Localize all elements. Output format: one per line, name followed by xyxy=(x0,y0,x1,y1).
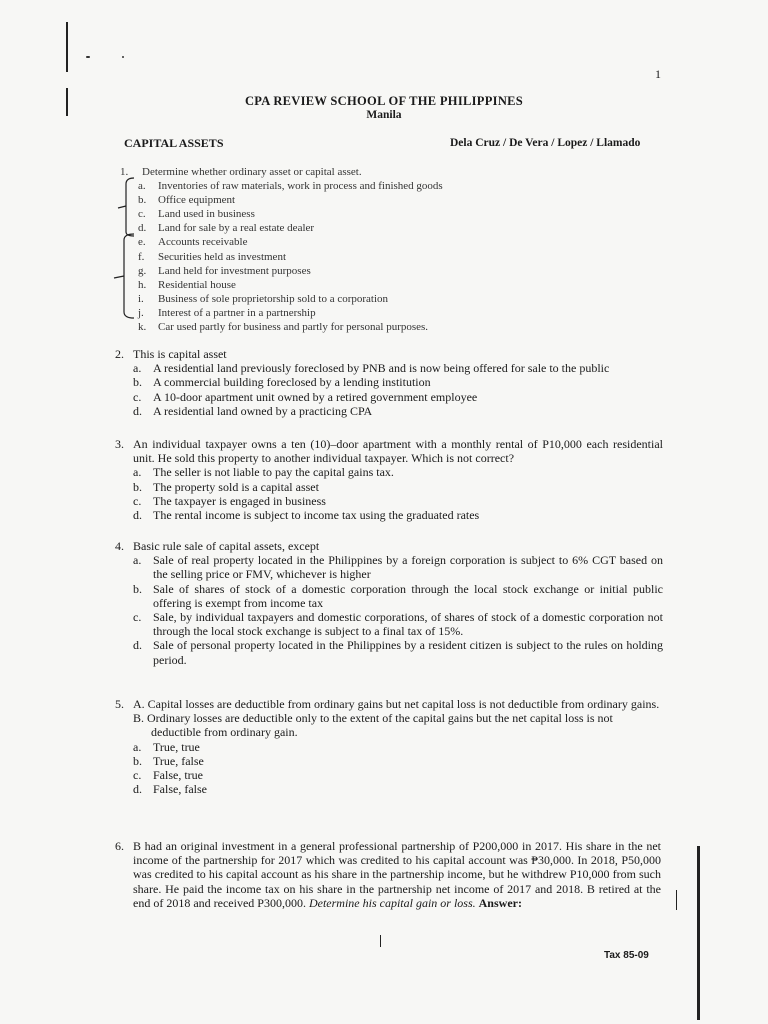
option-text: Inventories of raw materials, work in process and finished goods xyxy=(158,180,443,193)
option-letter: i. xyxy=(138,292,144,305)
option-item xyxy=(138,320,658,334)
option-item xyxy=(138,235,658,249)
question-number: 6. xyxy=(115,839,124,853)
option-text: Sale of shares of stock of a domestic corporation through the local stock exchange or initial public offering is exempt from income tax xyxy=(153,581,663,610)
question-3 xyxy=(115,437,663,523)
question-text: B had an original investment in a general professional partnership of P200,000 in 2017. His share in the net income of the partnership for 2017 which was credited to his capital account was ₱30,000. In 2018, P50,000 was credited to his capital account as his share in the partnership income, but he withdrew P10,000 from such share. He paid the income tax on his share in the partnership net income of 2017 and 2018. B retired at the end of 2018 and received P300,000. xyxy=(133,839,661,910)
option-text: Interest of a partner in a partnership xyxy=(158,306,316,319)
question-6 xyxy=(115,839,661,910)
option-item xyxy=(133,740,663,754)
option-item xyxy=(138,292,658,306)
option-text: Securities held as investment xyxy=(158,250,286,263)
scan-mark xyxy=(66,22,68,72)
option-letter: b. xyxy=(133,753,142,768)
option-letter: c. xyxy=(133,493,142,508)
option-text: The rental income is subject to income tax using the graduated rates xyxy=(153,508,480,523)
question-stem: This is capital asset xyxy=(133,347,227,361)
option-item xyxy=(133,494,663,508)
scan-mark xyxy=(697,846,700,1020)
question-1 xyxy=(120,165,658,334)
option-text: The seller is not liable to pay the capital gains tax. xyxy=(153,465,394,480)
handwritten-bracket-marks xyxy=(112,174,145,330)
scan-speck xyxy=(86,56,90,58)
option-text: The property sold is a capital asset xyxy=(153,479,319,494)
option-letter: a. xyxy=(133,553,142,568)
option-text: A commercial building foreclosed by a lending institution xyxy=(153,375,431,390)
option-item xyxy=(138,207,658,221)
scan-speck xyxy=(122,56,124,58)
statement-a: A. Capital losses are deductible from ordinary gains but net capital loss is not deductible from ordinary gains. xyxy=(133,697,660,711)
option-item xyxy=(133,390,663,404)
option-text: Land for sale by a real estate dealer xyxy=(158,222,315,235)
question-number: 5. xyxy=(115,697,124,711)
option-letter: b. xyxy=(133,375,142,390)
option-item xyxy=(133,508,663,522)
option-letter: d. xyxy=(133,782,142,797)
option-item xyxy=(133,404,663,418)
option-item xyxy=(133,638,663,666)
option-text: Land held for investment purposes xyxy=(158,264,311,277)
question-stem: Basic rule sale of capital assets, except xyxy=(133,539,320,553)
question-instruction: Determine his capital gain or loss. xyxy=(308,895,476,910)
option-letter: a. xyxy=(133,361,142,376)
option-text: Land used in business xyxy=(158,208,255,221)
option-item xyxy=(138,221,658,235)
option-item xyxy=(133,754,663,768)
option-letter: b. xyxy=(133,479,142,494)
option-item xyxy=(133,582,663,610)
option-item xyxy=(138,278,658,292)
option-item xyxy=(138,179,658,193)
authors: Dela Cruz / De Vera / Lopez / Llamado xyxy=(450,137,641,149)
option-letter: b. xyxy=(138,194,147,207)
option-letter: k. xyxy=(138,321,147,334)
question-4 xyxy=(115,539,663,667)
answer-label: Answer: xyxy=(478,895,522,910)
option-letter: d. xyxy=(133,508,142,523)
question-number: 3. xyxy=(115,437,124,451)
school-city: Manila xyxy=(366,109,402,121)
option-item xyxy=(133,782,663,796)
option-text: A residential land owned by a practicing CPA xyxy=(153,403,373,418)
option-letter: d. xyxy=(138,222,147,235)
option-item xyxy=(138,193,658,207)
option-letter: a. xyxy=(133,465,142,480)
option-text: Car used partly for business and partly for personal purposes. xyxy=(158,321,429,334)
statement-b: B. Ordinary losses are deductible only to the extent of the capital gains but the net capital loss is not deductible from ordinary gain. xyxy=(133,711,613,740)
question-number: 1. xyxy=(120,166,129,178)
option-letter: d. xyxy=(133,638,142,653)
option-text: False, false xyxy=(153,782,207,797)
topic-title: CAPITAL ASSETS xyxy=(124,136,224,150)
question-5 xyxy=(115,697,663,797)
page-number: 1 xyxy=(655,67,661,81)
option-letter: b. xyxy=(133,581,142,596)
question-number: 4. xyxy=(115,539,124,553)
option-letter: c. xyxy=(133,768,142,783)
option-letter: h. xyxy=(138,278,147,291)
option-text: True, true xyxy=(153,739,200,754)
option-letter: d. xyxy=(133,403,142,418)
option-text: Sale of personal property located in the Philippines by a resident citizen is subject to the rules on holding period. xyxy=(153,638,663,667)
option-item xyxy=(133,553,663,581)
option-text: Residential house xyxy=(158,278,236,291)
option-item xyxy=(133,768,663,782)
scan-mark xyxy=(676,890,677,910)
option-text: Office equipment xyxy=(158,194,236,207)
option-item xyxy=(133,610,663,638)
option-text: Sale of real property located in the Philippines by a foreign corporation is subject to 6% CGT based on the selling price or FMV, whichever is higher xyxy=(153,553,663,582)
option-item xyxy=(138,306,658,320)
option-text: False, true xyxy=(153,768,203,783)
option-letter: a. xyxy=(138,180,146,193)
option-text: True, false xyxy=(153,753,204,768)
footer-code: Tax 85-09 xyxy=(604,950,649,961)
option-letter: g. xyxy=(138,264,147,277)
option-item xyxy=(133,361,663,375)
option-text: The taxpayer is engaged in business xyxy=(153,493,326,508)
option-letter: f. xyxy=(138,250,145,263)
question-stem: Determine whether ordinary asset or capital asset. xyxy=(142,166,362,178)
option-letter: a. xyxy=(133,739,142,754)
option-letter: e. xyxy=(138,236,146,249)
scan-mark xyxy=(380,935,381,947)
option-letter: c. xyxy=(138,208,146,221)
option-item xyxy=(138,250,658,264)
option-text: A residential land previously foreclosed by PNB and is now being offered for sale to the public xyxy=(153,361,610,376)
option-text: Accounts receivable xyxy=(158,236,248,249)
school-title: CPA REVIEW SCHOOL OF THE PHILIPPINES xyxy=(244,94,524,108)
option-item xyxy=(138,264,658,278)
question-2 xyxy=(115,347,663,418)
option-text: A 10-door apartment unit owned by a retired government employee xyxy=(153,389,478,404)
question-stem: An individual taxpayer owns a ten (10)–door apartment with a monthly rental of P10,000 each residential unit. He sold this property to another individual taxpayer. Which is not correct? xyxy=(133,437,663,466)
option-item xyxy=(133,375,663,389)
option-letter: j. xyxy=(138,306,144,319)
option-letter: c. xyxy=(133,389,142,404)
question-number: 2. xyxy=(115,347,124,361)
option-item xyxy=(133,465,663,479)
option-letter: c. xyxy=(133,610,142,625)
option-item xyxy=(133,480,663,494)
option-text: Business of sole proprietorship sold to a corporation xyxy=(158,292,389,305)
option-text: Sale, by individual taxpayers and domestic corporations, of shares of stock of a domestic corporation not through the local stock exchange is subject to a final tax of 15%. xyxy=(153,610,663,639)
